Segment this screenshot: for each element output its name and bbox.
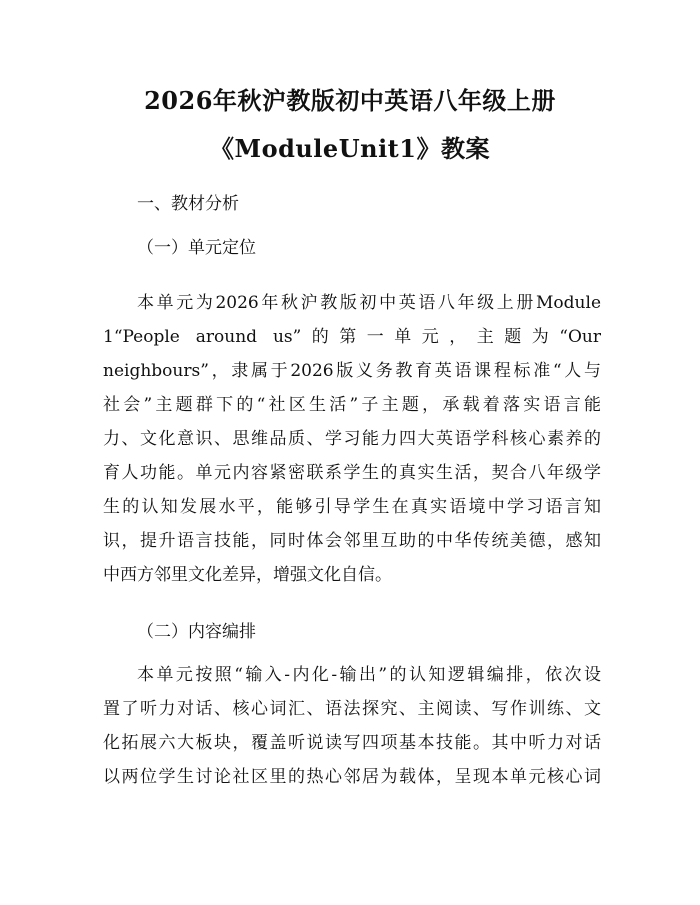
paragraph-line: 本单元按照“输入-内化-输出”的认知逻辑编排，依次设 (137, 665, 601, 685)
subsection-heading-unit-positioning: （一）单元定位 (137, 238, 256, 258)
subsection-heading-content-arrangement: （二）内容编排 (137, 622, 256, 642)
paragraph-line: 育人功能。单元内容紧密联系学生的真实生活，契合八年级学 (103, 463, 601, 483)
paragraph-unit-positioning (103, 286, 601, 592)
paragraph-line: 以两位学生讨论社区里的热心邻居为载体，呈现本单元核心词 (103, 767, 601, 787)
paragraph-line: 力、文化意识、思维品质、学习能力四大英语学科核心素养的 (103, 429, 601, 449)
paragraph-line: 本单元为2026年秋沪教版初中英语八年级上册Module (137, 293, 601, 313)
section-heading-teaching-material-analysis: 一、教材分析 (137, 194, 239, 214)
document-title-line1: 2026年秋沪教版初中英语八年级上册 (144, 86, 556, 115)
document-title-line2: 《ModuleUnit1》教案 (210, 134, 490, 163)
paragraph-line: 置了听力对话、核心词汇、语法探究、主阅读、写作训练、文 (103, 699, 601, 719)
paragraph-line: 1“People around us”的第一单元，主题为“Our (103, 327, 601, 347)
paragraph-line: 识，提升语言技能，同时体会邻里互助的中华传统美德，感知 (103, 531, 601, 551)
paragraph-line: 中西方邻里文化差异，增强文化自信。 (103, 565, 392, 585)
paragraph-line: 生的认知发展水平，能够引导学生在真实语境中学习语言知 (103, 497, 601, 517)
paragraph-line: 社会”主题群下的“社区生活”子主题，承载着落实语言能 (103, 395, 601, 415)
paragraph-content-arrangement (103, 658, 601, 794)
paragraph-line: neighbours”，隶属于2026版义务教育英语课程标准“人与 (103, 361, 601, 381)
paragraph-line: 化拓展六大板块，覆盖听说读写四项基本技能。其中听力对话 (103, 733, 601, 753)
